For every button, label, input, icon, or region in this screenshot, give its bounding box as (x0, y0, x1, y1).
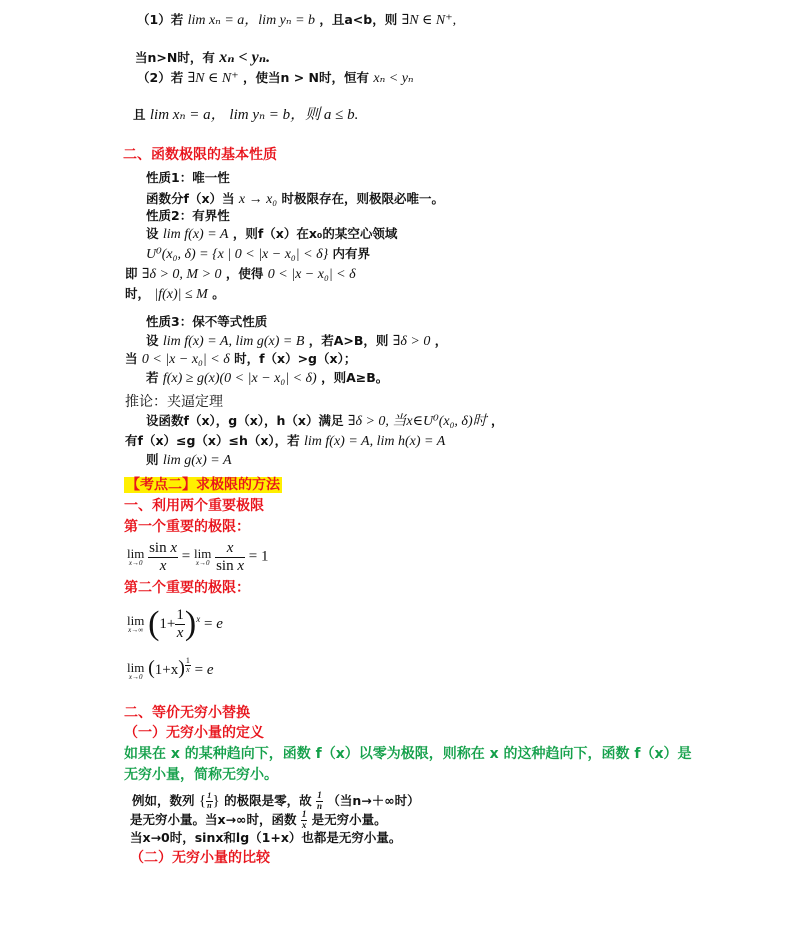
p1-text-b: 时极限存在，则极限必唯一。 (281, 191, 445, 206)
p3-text-a: 设 (146, 333, 159, 348)
p3-text-f: 若 (146, 370, 159, 385)
highlight-label: 【考点二】求极限的方法 (126, 477, 280, 493)
p2-text-b: ，则f（x）在x₀的某空心领域 (232, 226, 398, 241)
ex-text-e: 是无穷小量。 (311, 811, 387, 827)
definition-line1: 如果在 x 的某种趋向下，函数 f（x）以零为极限，则称在 x 的这种趋向下，函数 f（x）是 (124, 746, 692, 762)
second-limit-title: 第二个重要的极限： (124, 580, 250, 596)
example-line2: 是无穷小量。当x→∞时，函数 $\frac{1}{x}$ 是无穷小量。 (130, 809, 387, 830)
cor-text-b: ， (490, 413, 504, 428)
item1-line (137, 12, 456, 30)
item1-cond: ，且a<b，则 (319, 12, 398, 27)
p2-text-f: 时， (125, 286, 151, 301)
second-limit-formula-a: lim x→∞ (1+ $\frac{1}{x}$ )$^x$ = e (127, 605, 223, 642)
p2-end: 。 (212, 286, 225, 301)
section3-heading: 一、利用两个重要极限 (124, 498, 264, 514)
property3-line2 (125, 351, 356, 369)
corollary-line3 (146, 452, 232, 470)
cor-math-d: lim g(x) = A (162, 453, 232, 468)
property3-line1 (146, 333, 447, 351)
ex-text-a: 例如，数列 (132, 792, 195, 808)
p2-text-c: 内有界 (332, 246, 371, 261)
property2-title: 性质2：有界性 (146, 208, 230, 223)
p3-math-b: ∃δ > 0 (392, 334, 431, 349)
item1-math: lim xₙ = a，lim yₙ = b (187, 13, 316, 28)
p2-math-f: |f(x)| ≤ M (154, 287, 208, 302)
first-limit-formula: lim x→0 $\frac{\text{sin x}}{x}$ = lim x→0 $\frac{x}{\text{sin x}}$ = 1 (127, 540, 269, 574)
p3-math-f: f(x) ≥ g(x)(0 < |x − x₀| < δ) (162, 371, 317, 386)
item1-exists: ∃N ∈ N⁺, (401, 13, 457, 28)
property2-line4 (125, 286, 225, 304)
example-line3: 当x→0时，sinx和lg（1+x）也都是无穷小量。 (130, 830, 402, 845)
p3-math-d: 0 < |x − x₀| < δ (141, 352, 230, 367)
p2-math-e: 0 < |x − x₀| < δ (267, 267, 356, 282)
corollary-line1 (146, 413, 503, 431)
item2-conclusion: lim xₙ = a， lim yₙ = b，则 a ≤ b. (149, 107, 359, 123)
property3-line3 (146, 370, 388, 388)
second-limit-formula-b: lim x→0 (1+x) $^{\frac{1}{x}}$ = e (127, 655, 214, 681)
cor-math-c: lim f(x) = A, lim h(x) = A (304, 434, 446, 449)
ex-text-d: 是无穷小量。当x→∞时，函数 (130, 811, 297, 827)
item2-cond: ，使当n > N时，恒有 (242, 70, 369, 85)
property2-line1 (146, 226, 397, 244)
p2-math: lim f(x) = A (162, 227, 229, 242)
item1-prefix: （1）若 (137, 12, 184, 27)
p1-text-a: 函数分f（x）当 (146, 191, 235, 206)
section2-heading: 二、函数极限的基本性质 (123, 147, 277, 163)
property1-text (146, 191, 444, 209)
p2-text-d: 即 (125, 266, 138, 281)
item2-conclusion-line (133, 106, 358, 124)
property3-title: 性质3：保不等式性质 (146, 314, 268, 329)
exam-point-highlight (124, 477, 282, 494)
p3-text-e: 时，f（x）>g（x）； (234, 351, 357, 366)
p2-text-a: 设 (146, 226, 159, 241)
ex-text-c: （当n→＋∞时） (327, 792, 420, 808)
definition-line2: 无穷小量，简称无穷小。 (124, 767, 278, 783)
property1-title: 性质1：唯一性 (146, 170, 230, 185)
property2-line2 (146, 246, 370, 264)
p2-neighborhood: U⁰(x₀, δ) = {x | 0 < |x − x₀| < δ} (146, 247, 329, 262)
first-limit-title: 第一个重要的极限： (124, 519, 250, 535)
item1-conclusion-line (135, 48, 270, 67)
p2-text-e: ，使得 (225, 266, 264, 281)
p1-math: x → x₀ (238, 192, 278, 207)
cor-text-c: 有f（x）≤g（x）≤h（x），若 (125, 433, 300, 448)
p3-text-c: ， (434, 333, 448, 348)
property2-line3 (125, 266, 356, 284)
subsection2-heading: （二）无穷小量的比较 (130, 850, 270, 866)
item2-conclusion-prefix: 且 (133, 107, 146, 122)
corollary-line2 (125, 433, 445, 451)
item1-conclusion: 当n>N时，有 (135, 50, 215, 65)
p3-text-d: 当 (125, 351, 138, 366)
cor-text-d: 则 (146, 452, 159, 467)
item2-exists: ∃N ∈ N⁺ (187, 71, 239, 86)
cor-text-a: 设函数f（x），g（x），h（x）满足 (146, 413, 344, 428)
subsection1-heading: （一）无穷小量的定义 (124, 725, 264, 741)
example-line1: 例如，数列 { $\frac{1}{n}$ } 的极限是零，故 $\frac{1}{n}$ （当n→＋∞时） (132, 790, 420, 811)
item2-ineq: xₙ < yₙ (373, 71, 414, 86)
corollary-title: 推论：夹逼定理 (125, 394, 223, 410)
section4-heading: 二、等价无穷小替换 (124, 705, 250, 721)
p2-math-d: ∃δ > 0, M > 0 (141, 267, 222, 282)
item2-prefix: （2）若 (137, 70, 184, 85)
cor-math-a: ∃δ > 0, 当x∈U⁰(x₀, δ)时 (347, 414, 487, 429)
ex-text-b: 的极限是零，故 (224, 792, 312, 808)
p3-text-g: ，则A≥B。 (321, 370, 389, 385)
p3-text-b: ，若A>B，则 (308, 333, 389, 348)
item2-line (137, 70, 414, 88)
p3-math-a: lim f(x) = A, lim g(x) = B (162, 334, 305, 349)
item1-ineq: xₙ < yₙ. (219, 49, 271, 66)
